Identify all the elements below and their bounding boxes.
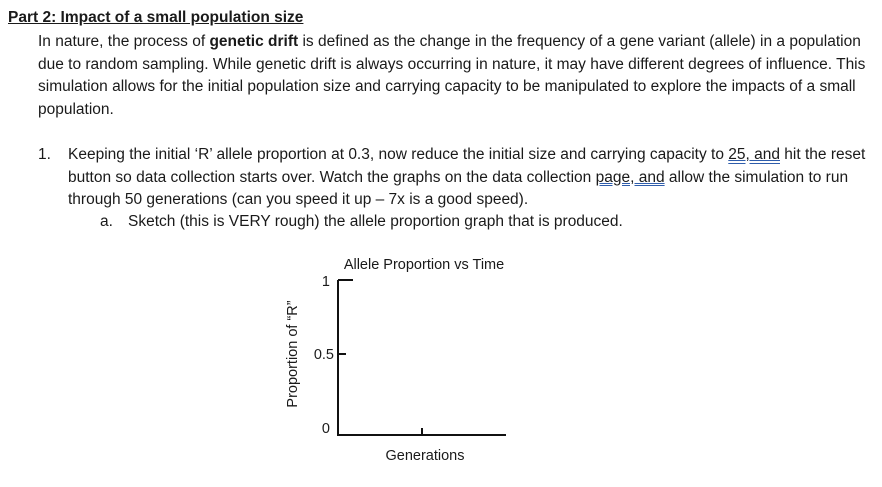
chart-title: Allele Proportion vs Time <box>343 257 505 273</box>
genetic-drift-term: genetic drift <box>209 33 299 50</box>
question-number: 1. <box>38 146 51 163</box>
y-tick-label-1: 1 <box>321 274 330 290</box>
intro-text-start: In nature, the process of <box>38 33 210 50</box>
question-text-part-1: Keeping the initial ‘R’ allele proportion at 0.3, now reduce the initial size and carrying capacity to <box>68 146 729 163</box>
intro-paragraph <box>38 31 874 121</box>
spelling-flag-1: 25, and <box>728 146 780 163</box>
question-text-part-3: allow the simulation to run through 50 generations (can you speed it up – 7x is a good speed). <box>68 168 849 208</box>
question-text <box>68 144 874 212</box>
question-text-part-2: hit the reset button so data collection starts over. Watch the graphs on the data collection <box>68 146 866 186</box>
y-axis-label: Proportion of “R” <box>285 300 301 408</box>
y-tick-label-0: 0 <box>321 421 330 437</box>
section-heading: Part 2: Impact of a small population size <box>8 9 304 26</box>
x-axis-label: Generations <box>385 448 465 464</box>
y-tick-label-0-5: 0.5 <box>313 347 334 363</box>
sketch-chart-svg <box>270 248 530 472</box>
subquestion-letter: a. <box>100 213 113 230</box>
spelling-flag-2: page, and <box>595 168 665 186</box>
subquestion-text: Sketch (this is VERY rough) the allele proportion graph that is produced. <box>128 213 623 230</box>
allele-proportion-sketch <box>270 248 530 472</box>
intro-text-end: is defined as the change in the frequency of a gene variant (allele) in a population due to random sampling. While genetic drift is always occurring in nature, it may have different degrees of influence. This simulation allows for the initial population size and carrying capacity to be manipulated to explore the impacts of a small population. <box>38 33 866 118</box>
